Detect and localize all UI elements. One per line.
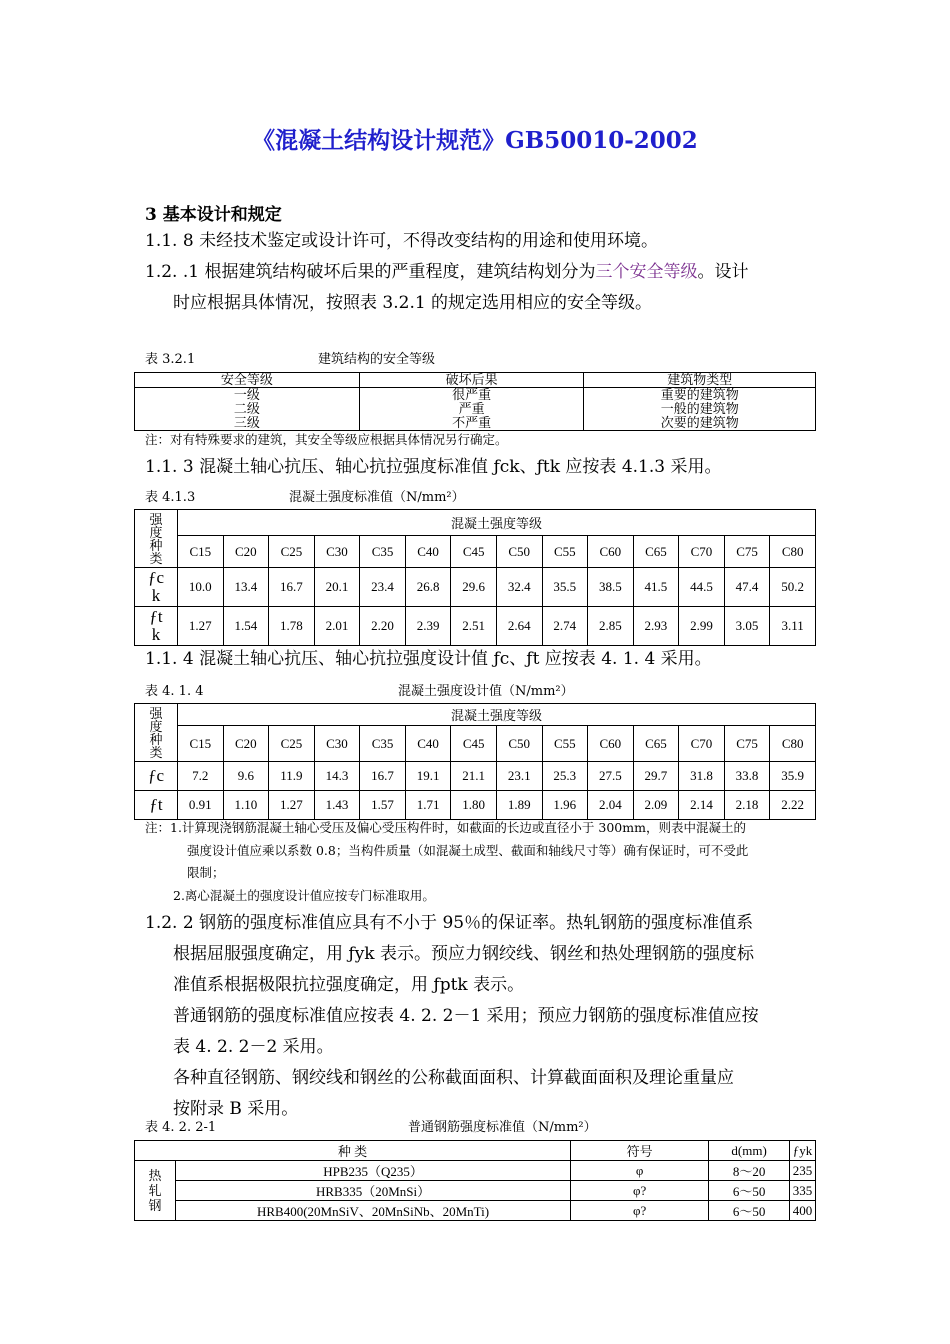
table-cell: 33.8 bbox=[724, 762, 770, 791]
table-cell: 44.5 bbox=[679, 568, 725, 607]
grade-header: C75 bbox=[724, 536, 770, 568]
table-header: d(mm) bbox=[709, 1141, 790, 1161]
grade-header: C40 bbox=[405, 536, 451, 568]
table-cell: 6～50 bbox=[709, 1181, 790, 1201]
cell-line: 类 bbox=[149, 744, 163, 760]
cell-line: ƒt bbox=[149, 607, 163, 626]
grade-header: C55 bbox=[542, 726, 588, 762]
table-cell: 2.22 bbox=[770, 791, 816, 820]
table-cell: 1.89 bbox=[496, 791, 542, 820]
table-cell: HPB235（Q235） bbox=[176, 1161, 571, 1181]
cell-line: k bbox=[151, 586, 161, 605]
table-header: 种 类 bbox=[135, 1141, 571, 1161]
concrete-standard-strength-table bbox=[134, 509, 816, 646]
table-cell: φ? bbox=[571, 1181, 709, 1201]
table-cell: 1.78 bbox=[269, 607, 315, 646]
cell-line: 强 bbox=[149, 705, 163, 721]
grade-header: C25 bbox=[269, 726, 315, 762]
cell-line: 一级 bbox=[233, 387, 260, 402]
table-cell: 2.99 bbox=[679, 607, 725, 646]
cell-line: 不严重 bbox=[452, 415, 492, 430]
table-note: 2.离心混凝土的强度设计值应按专门标准取用。 bbox=[173, 888, 435, 903]
paragraph-line: 根据屈服强度确定，用 ƒyk 表示。预应力钢绞线、钢丝和热处理钢筋的强度标 bbox=[173, 944, 755, 964]
table-header: 建筑物类型 bbox=[584, 373, 816, 388]
paragraph-line: 准值系根据极限抗拉强度确定，用 ƒptk 表示。 bbox=[173, 975, 525, 995]
grade-header: C25 bbox=[269, 536, 315, 568]
cell-line: 二级 bbox=[233, 401, 260, 416]
grade-row bbox=[135, 726, 816, 762]
grade-header: C45 bbox=[451, 726, 497, 762]
table-cell: 23.4 bbox=[360, 568, 406, 607]
document-title: 《混凝土结构设计规范》GB50010-2002 bbox=[252, 127, 698, 154]
grade-header: C60 bbox=[588, 726, 634, 762]
table-cell: 1.57 bbox=[360, 791, 406, 820]
table-cell: 6～50 bbox=[709, 1201, 790, 1221]
table-cell: 29.7 bbox=[633, 762, 679, 791]
row-label: ƒt bbox=[135, 791, 178, 820]
safety-level-table bbox=[134, 372, 816, 431]
table-cell: 14.3 bbox=[314, 762, 360, 791]
table-cell: φ? bbox=[571, 1201, 709, 1221]
group-header: 混凝土强度等级 bbox=[178, 704, 816, 726]
table-cell: 1.80 bbox=[451, 791, 497, 820]
paragraph-text: 。设计 bbox=[697, 262, 749, 282]
grade-header: C15 bbox=[178, 536, 224, 568]
cell-line: 热 bbox=[148, 1168, 162, 1183]
paragraph-line: 1.2. 2 钢筋的强度标准值应具有不小于 95％的保证率。热轧钢筋的强度标准值系 bbox=[145, 913, 754, 933]
table-header: ƒyk bbox=[790, 1141, 816, 1161]
grade-header: C80 bbox=[770, 536, 816, 568]
table-cell: 47.4 bbox=[724, 568, 770, 607]
table-cell: 2.51 bbox=[451, 607, 497, 646]
table-cell: 32.4 bbox=[496, 568, 542, 607]
table-cell: 26.8 bbox=[405, 568, 451, 607]
cell-line: 种 bbox=[149, 731, 163, 747]
table-row bbox=[135, 791, 816, 820]
table-cell: 3.05 bbox=[724, 607, 770, 646]
cell-line: 度 bbox=[149, 718, 163, 734]
table-note: 限制； bbox=[187, 865, 225, 880]
table-cell: 1.71 bbox=[405, 791, 451, 820]
table-cell: 1.96 bbox=[542, 791, 588, 820]
grade-header: C65 bbox=[633, 536, 679, 568]
table-cell: 7.2 bbox=[178, 762, 224, 791]
table-cell: 2.09 bbox=[633, 791, 679, 820]
table-cell: 31.8 bbox=[679, 762, 725, 791]
table-cell: 2.01 bbox=[314, 607, 360, 646]
grade-header: C35 bbox=[360, 536, 406, 568]
paragraph-line: 普通钢筋的强度标准值应按表 4. 2. 2－1 采用；预应力钢筋的强度标准值应按 bbox=[173, 1006, 759, 1026]
cell-line: 钢 bbox=[148, 1198, 162, 1213]
grade-header: C65 bbox=[633, 726, 679, 762]
table-header: 破坏后果 bbox=[359, 373, 584, 388]
group-label bbox=[135, 1161, 176, 1221]
paragraph-line: 按附录 B 采用。 bbox=[173, 1099, 299, 1119]
table-label: 表 3.2.1 bbox=[145, 352, 196, 367]
row-label bbox=[135, 568, 178, 607]
cell-line: 种 bbox=[149, 537, 163, 553]
cell-line: 重要的建筑物 bbox=[660, 387, 739, 402]
grade-header: C70 bbox=[679, 536, 725, 568]
section-heading: 3 基本设计和规定 bbox=[145, 205, 282, 225]
table-cell: 9.6 bbox=[223, 762, 269, 791]
table-cell: 10.0 bbox=[178, 568, 224, 607]
table-caption: 普通钢筋强度标准值（N/mm²） bbox=[408, 1120, 597, 1135]
table-cell: 41.5 bbox=[633, 568, 679, 607]
table-cell: 2.93 bbox=[633, 607, 679, 646]
grade-header: C35 bbox=[360, 726, 406, 762]
table-cell: 11.9 bbox=[269, 762, 315, 791]
table-cell: 2.18 bbox=[724, 791, 770, 820]
cell-line: 轧 bbox=[148, 1183, 162, 1198]
table-cell: 2.39 bbox=[405, 607, 451, 646]
table-cell: 16.7 bbox=[360, 762, 406, 791]
table-cell bbox=[135, 388, 360, 431]
table-cell: 235 bbox=[790, 1161, 816, 1181]
table-cell: φ bbox=[571, 1161, 709, 1181]
table-header: 符号 bbox=[571, 1141, 709, 1161]
cell-line: ƒc bbox=[147, 568, 165, 587]
grade-header: C50 bbox=[496, 726, 542, 762]
grade-header: C75 bbox=[724, 726, 770, 762]
table-cell: 2.64 bbox=[496, 607, 542, 646]
table-row bbox=[135, 568, 816, 607]
table-cell: 1.27 bbox=[178, 607, 224, 646]
table-note: 注：1.计算现浇钢筋混凝土轴心受压及偏心受压构件时，如截面的长边或直径小于 300mm，则表中混凝土的 bbox=[145, 820, 746, 835]
table-cell: 29.6 bbox=[451, 568, 497, 607]
grade-header: C45 bbox=[451, 536, 497, 568]
grade-header: C30 bbox=[314, 536, 360, 568]
cell-line: 一般的建筑物 bbox=[660, 401, 739, 416]
rebar-strength-table bbox=[134, 1140, 816, 1221]
table-cell: 335 bbox=[790, 1181, 816, 1201]
table-cell: 21.1 bbox=[451, 762, 497, 791]
table-cell: HRB335（20MnSi） bbox=[176, 1181, 571, 1201]
cell-line: 强 bbox=[149, 511, 163, 527]
table-cell: 27.5 bbox=[588, 762, 634, 791]
grade-header: C20 bbox=[223, 726, 269, 762]
grade-header: C20 bbox=[223, 536, 269, 568]
table-cell: 16.7 bbox=[269, 568, 315, 607]
paragraph-1-1-8: 1.1. 8 未经技术鉴定或设计许可，不得改变结构的用途和使用环境。 bbox=[145, 231, 659, 251]
table-cell bbox=[359, 388, 584, 431]
table-caption: 混凝土强度标准值（N/mm²） bbox=[289, 490, 465, 505]
table-cell: 35.5 bbox=[542, 568, 588, 607]
table-cell: 1.27 bbox=[269, 791, 315, 820]
table-cell: 23.1 bbox=[496, 762, 542, 791]
row-label: ƒc bbox=[135, 762, 178, 791]
paragraph-text: 1.2. .1 根据建筑结构破坏后果的严重程度，建筑结构划分为 bbox=[145, 262, 596, 282]
table-cell: 2.20 bbox=[360, 607, 406, 646]
table-cell: 20.1 bbox=[314, 568, 360, 607]
table-cell: 35.9 bbox=[770, 762, 816, 791]
table-cell: 1.54 bbox=[223, 607, 269, 646]
table-caption: 建筑结构的安全等级 bbox=[318, 352, 436, 367]
group-header: 混凝土强度等级 bbox=[178, 510, 816, 536]
table-note: 注：对有特殊要求的建筑，其安全等级应根据具体情况另行确定。 bbox=[145, 432, 508, 447]
grade-header: C80 bbox=[770, 726, 816, 762]
table-cell: 38.5 bbox=[588, 568, 634, 607]
paragraph-text: 时应根据具体情况，按照表 3.2.1 的规定选用相应的安全等级。 bbox=[173, 293, 653, 313]
cell-line: 三级 bbox=[233, 415, 260, 430]
cell-line: 度 bbox=[149, 524, 163, 540]
row-label bbox=[135, 607, 178, 646]
grade-header: C50 bbox=[496, 536, 542, 568]
grade-header: C30 bbox=[314, 726, 360, 762]
cell-line: k bbox=[151, 625, 161, 644]
table-cell: 400 bbox=[790, 1201, 816, 1221]
table-cell: 1.43 bbox=[314, 791, 360, 820]
paragraph-1-1-3: 1.1. 3 混凝土轴心抗压、轴心抗拉强度标准值 ƒck、ƒtk 应按表 4.1.3 采用。 bbox=[145, 457, 722, 477]
grade-header: C70 bbox=[679, 726, 725, 762]
cell-line: 次要的建筑物 bbox=[660, 415, 739, 430]
table-row bbox=[135, 607, 816, 646]
corner-header bbox=[135, 704, 178, 762]
table-cell: 2.14 bbox=[679, 791, 725, 820]
table-cell: 2.85 bbox=[588, 607, 634, 646]
table-cell: 0.91 bbox=[178, 791, 224, 820]
table-caption: 混凝土强度设计值（N/mm²） bbox=[398, 684, 574, 699]
table-cell: 50.2 bbox=[770, 568, 816, 607]
paragraph-1-2-1 bbox=[145, 257, 820, 319]
table-row bbox=[135, 762, 816, 791]
cell-line: 严重 bbox=[458, 401, 485, 416]
highlight-link[interactable]: 三个安全等级 bbox=[595, 262, 698, 282]
grade-header: C15 bbox=[178, 726, 224, 762]
concrete-design-strength-table bbox=[134, 703, 816, 820]
grade-header: C40 bbox=[405, 726, 451, 762]
table-header: 安全等级 bbox=[135, 373, 360, 388]
cell-line: 很严重 bbox=[452, 387, 492, 402]
cell-line: 类 bbox=[149, 550, 163, 566]
paragraph-line: 表 4. 2. 2－2 采用。 bbox=[173, 1037, 334, 1057]
corner-header bbox=[135, 510, 178, 568]
grade-header: C60 bbox=[588, 536, 634, 568]
table-cell bbox=[584, 388, 816, 431]
paragraph-1-1-4: 1.1. 4 混凝土轴心抗压、轴心抗拉强度设计值 ƒc、ƒt 应按表 4. 1. 4 采用。 bbox=[145, 649, 712, 669]
table-cell: 3.11 bbox=[770, 607, 816, 646]
table-note: 强度设计值应乘以系数 0.8；当构件质量（如混凝土成型、截面和轴线尺寸等）确有保证时，可不受此 bbox=[187, 843, 749, 858]
grade-header: C55 bbox=[542, 536, 588, 568]
table-label: 表 4. 1. 4 bbox=[145, 684, 204, 699]
table-cell: 19.1 bbox=[405, 762, 451, 791]
table-cell: 13.4 bbox=[223, 568, 269, 607]
paragraph-1-2-2 bbox=[145, 908, 820, 1125]
table-label: 表 4. 2. 2-1 bbox=[145, 1120, 217, 1135]
grade-row bbox=[135, 536, 816, 568]
table-cell: 8～20 bbox=[709, 1161, 790, 1181]
paragraph-line: 各种直径钢筋、钢绞线和钢丝的公称截面面积、计算截面面积及理论重量应 bbox=[173, 1068, 734, 1088]
table-cell: 25.3 bbox=[542, 762, 588, 791]
table-cell: HRB400(20MnSiV、20MnSiNb、20MnTi) bbox=[176, 1201, 571, 1221]
table-cell: 1.10 bbox=[223, 791, 269, 820]
table-cell: 2.74 bbox=[542, 607, 588, 646]
table-cell: 2.04 bbox=[588, 791, 634, 820]
table-label: 表 4.1.3 bbox=[145, 490, 196, 505]
